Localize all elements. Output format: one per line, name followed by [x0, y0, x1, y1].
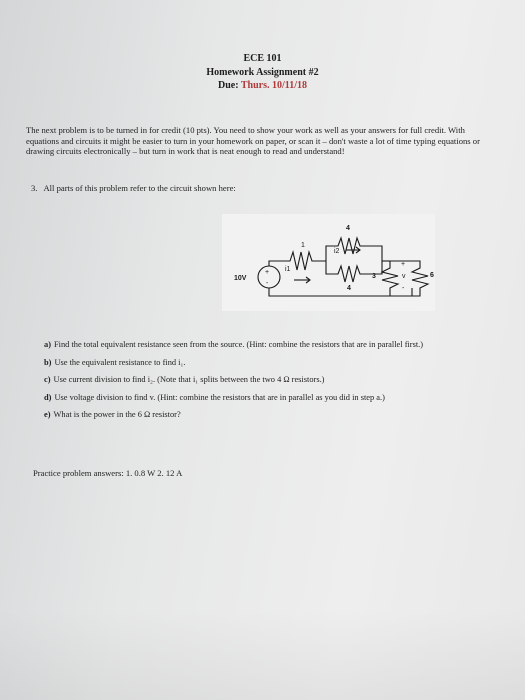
part-text: Use current division to find i₂. (Note that i₁ splits between the two 4 Ω resistors.): [53, 375, 325, 384]
question-parts: [44, 340, 484, 428]
part-label: e): [44, 410, 51, 419]
i1-label: i1: [285, 266, 291, 273]
part-text: Find the total equivalent resistance seen from the source. (Hint: combine the resistors that are in parallel first.): [53, 340, 424, 349]
resistor-3: [382, 261, 398, 296]
question-3: [31, 183, 236, 194]
r3-label: 3: [372, 273, 376, 280]
part-text: Use voltage division to find v. (Hint: combine the resistors that are in parallel as you did in step a.): [54, 392, 385, 402]
wire-top-branch: [326, 246, 332, 261]
wire-bottom-branch: [326, 261, 332, 274]
due-line: [0, 80, 525, 91]
part-a: [44, 340, 484, 351]
part-c: [44, 375, 484, 386]
part-e: [44, 410, 484, 421]
r4-bottom-label: 4: [347, 285, 351, 292]
r6-label: 6: [430, 272, 434, 279]
part-label: b): [44, 357, 52, 367]
part-b: [44, 358, 484, 369]
part-label: a): [44, 340, 51, 349]
assignment-title: Homework Assignment #2: [206, 67, 319, 78]
source-plus: +: [265, 269, 270, 276]
r4-top-label: 4: [346, 225, 350, 232]
due-label: Due:: [217, 80, 239, 91]
circuit-diagram: [222, 214, 435, 311]
circuit-svg: [222, 214, 435, 311]
instructions-paragraph: The next problem is to be turned in for credit (10 pts). You need to show your work as well as your answers for full credit. With equations and circuits it might be easier to turn in your homework on paper, or scan it – don't waste a lot of time typing equations or drawing circuits electronically – but turn in work that is neat enough to read and understand!: [26, 125, 480, 157]
question-text: All parts of this problem refer to the circuit shown here:: [43, 183, 236, 193]
source-minus: -: [266, 280, 269, 287]
part-d: [44, 393, 484, 404]
part-text: What is the power in the 6 Ω resistor?: [53, 410, 181, 419]
part-text: Use the equivalent resistance to find i₁.: [54, 357, 186, 367]
due-date: Thurs. 10/11/18: [240, 80, 308, 91]
v-minus: -: [402, 285, 405, 292]
v-plus: +: [401, 261, 406, 268]
practice-answers: Practice problem answers: 1. 0.8 W 2. 12 A: [33, 468, 183, 478]
resistor-6: [390, 261, 428, 296]
r1-label: 1: [301, 242, 305, 249]
i2-label: i2: [334, 248, 340, 255]
source-label: 10V: [234, 275, 247, 282]
question-number: 3.: [31, 183, 38, 193]
wire-source-top: [269, 261, 282, 266]
course-title: ECE 101: [243, 53, 282, 64]
part-label: d): [44, 392, 52, 402]
part-label: c): [44, 375, 51, 384]
v-label: v: [402, 273, 406, 280]
